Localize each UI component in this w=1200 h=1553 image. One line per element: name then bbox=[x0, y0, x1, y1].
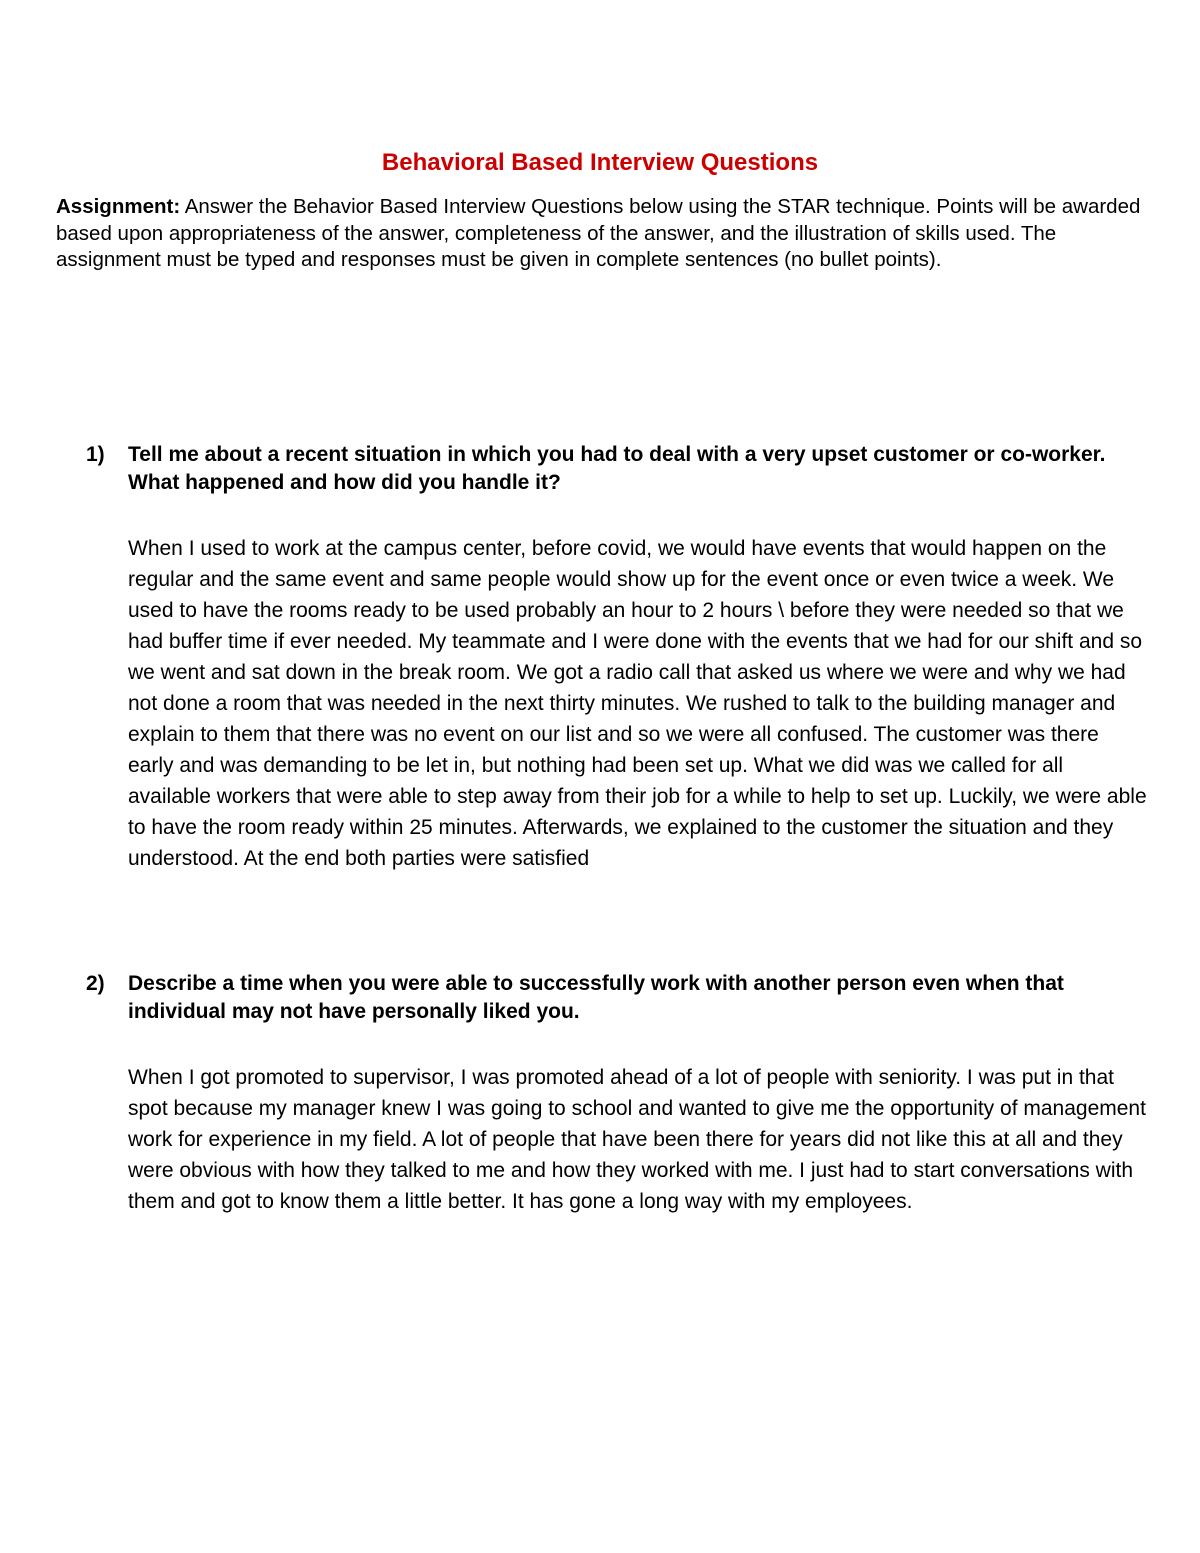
question-number: 1) bbox=[86, 443, 105, 466]
question-text: Tell me about a recent situation in which you had to deal with a very upset customer or co-worker. What happened and how did you handle it? bbox=[128, 443, 1106, 494]
assignment-paragraph bbox=[56, 194, 1146, 274]
question-2 bbox=[86, 970, 1146, 1026]
assignment-label: Assignment: bbox=[56, 195, 181, 218]
assignment-text: Answer the Behavior Based Interview Questions below using the STAR technique. Points will be awarded based upon appropriateness of the answer, completeness of the answer, and the illustration of skills used. The assignment must be typed and responses must be given in complete sentences (no bullet points). bbox=[56, 195, 1141, 271]
question-number: 2) bbox=[86, 972, 105, 995]
answer-1: When I used to work at the campus center, before covid, we would have events that would happen on the regular and the same event and same people would show up for the event once or even twice a week. We used to have the rooms ready to be used probably an hour to 2 hours \ before they were needed so that we had buffer time if ever needed. My teammate and I were done with the events that we had for our shift and so we went and sat down in the break room. We got a radio call that asked us where we were and why we had not done a room that was needed in the next thirty minutes. We rushed to talk to the building manager and explain to them that there was no event on our list and so we were all confused. The customer was there early and was demanding to be let in, but nothing had been set up. What we did was we called for all available workers that were able to step away from their job for a while to help to set up. Luckily, we were able to have the room ready within 25 minutes. Afterwards, we explained to the customer the situation and they understood. At the end both parties were satisfied bbox=[128, 537, 1147, 870]
document-title: Behavioral Based Interview Questions bbox=[381, 149, 819, 176]
question-text: Describe a time when you were able to successfully work with another person even when that individual may not have personally liked you. bbox=[128, 972, 1064, 1023]
answer-2: When I got promoted to supervisor, I was promoted ahead of a lot of people with seniority. I was put in that spot because my manager knew I was going to school and wanted to give me the opportunity of management work for experience in my field. A lot of people that have been there for years did not like this at all and they were obvious with how they talked to me and how they worked with me. I just had to start conversations with them and got to know them a little better. It has gone a long way with my employees. bbox=[128, 1066, 1146, 1213]
question-1 bbox=[86, 441, 1146, 497]
